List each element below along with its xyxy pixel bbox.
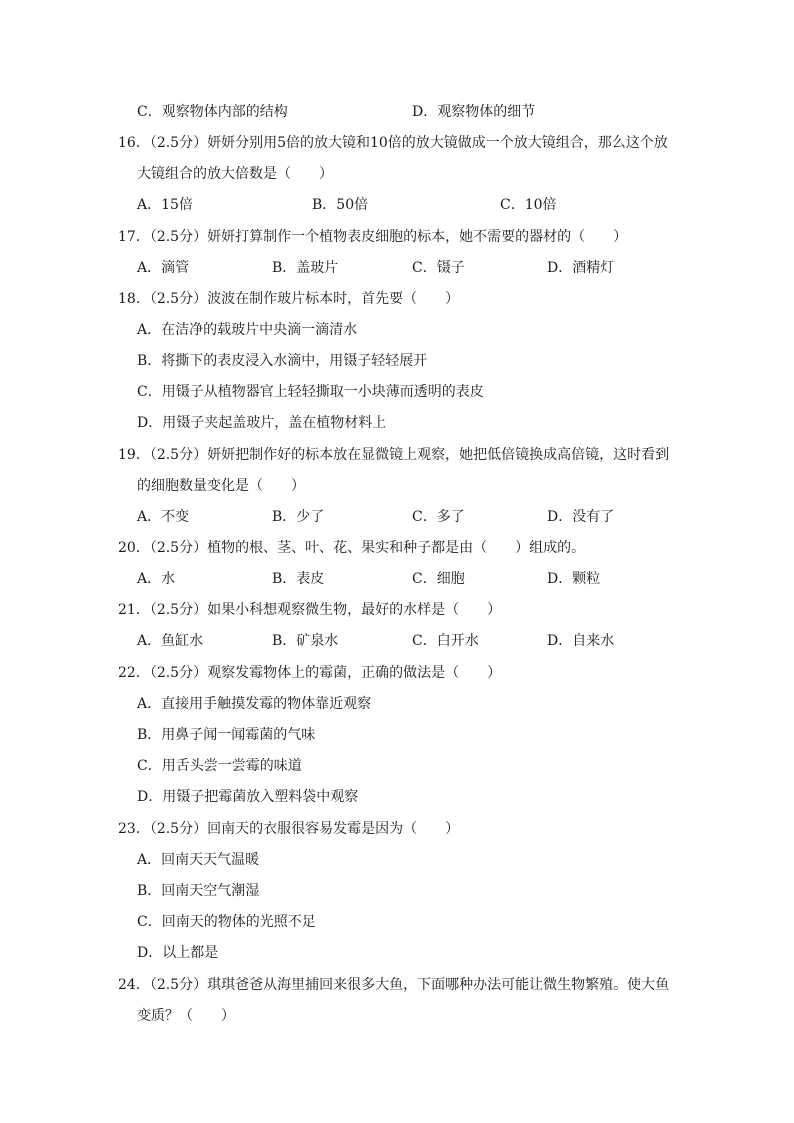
q17-option-a: A．滴管 — [137, 260, 190, 276]
q21-option-a: A．鱼缸水 — [137, 633, 204, 649]
q16-option-c: C．10倍 — [500, 197, 557, 213]
q16-stem-line2: 大镜组合的放大倍数是（ ） — [137, 166, 333, 182]
q23-option-c: C．回南天的物体的光照不足 — [137, 914, 316, 930]
q24-stem-line1: 24．（2.5分）琪琪爸爸从海里捕回来很多大鱼，下面哪种办法可能让微生物繁殖。使大鱼 — [118, 977, 670, 993]
q22-option-a: A．直接用手触摸发霉的物体靠近观察 — [137, 696, 372, 712]
q17-option-b: B．盖玻片 — [272, 260, 339, 276]
q16-stem-line1: 16．（2.5分）妍妍分别用5倍的放大镜和10倍的放大镜做成一个放大镜组合，那么这个放 — [118, 135, 668, 151]
q22-option-d: D．用镊子把霉菌放入塑料袋中观察 — [137, 789, 359, 805]
q24-stem-line2: 变质？（ ） — [137, 1008, 235, 1024]
q22-option-b: B．用鼻子闻一闻霉菌的气味 — [137, 727, 316, 743]
q17-stem: 17．（2.5分）妍妍打算制作一个植物表皮细胞的标本，她不需要的器材的（ ） — [118, 229, 628, 245]
q19-option-b: B．少了 — [272, 509, 325, 525]
q19-stem-line1: 19．（2.5分）妍妍把制作好的标本放在显微镜上观察，她把低倍镜换成高倍镜，这时看到 — [118, 447, 670, 463]
q18-option-c: C．用镊子从植物器官上轻轻撕取一小块薄而透明的表皮 — [137, 384, 484, 400]
q19-stem-line2: 的细胞数量变化是（ ） — [137, 478, 305, 494]
q20-option-c: C．细胞 — [412, 571, 465, 587]
q19-option-c: C．多了 — [412, 509, 465, 525]
q23-option-d: D．以上都是 — [137, 945, 219, 961]
q15-option-c: C．观察物体内部的结构 — [137, 104, 288, 120]
q20-option-a: A．水 — [137, 571, 176, 587]
q21-stem: 21．（2.5分）如果小科想观察微生物，最好的水样是（ ） — [118, 602, 502, 618]
q23-option-b: B．回南天空气潮湿 — [137, 883, 260, 899]
q15-option-d: D．观察物体的细节 — [412, 104, 536, 120]
q17-option-c: C．镊子 — [412, 260, 465, 276]
q20-option-d: D．颗粒 — [547, 571, 601, 587]
q18-option-a: A．在洁净的载玻片中央滴一滴清水 — [137, 322, 358, 338]
q18-option-b: B．将撕下的表皮浸入水滴中，用镊子轻轻展开 — [137, 353, 428, 369]
q19-option-a: A．不变 — [137, 509, 190, 525]
q18-stem: 18．（2.5分）波波在制作玻片标本时，首先要（ ） — [118, 291, 460, 307]
q22-stem: 22．（2.5分）观察发霉物体上的霉菌，正确的做法是（ ） — [118, 665, 502, 681]
q16-option-a: A．15倍 — [137, 197, 193, 213]
q23-option-a: A．回南天天气温暖 — [137, 852, 260, 868]
q18-option-d: D．用镊子夹起盖玻片，盖在植物材料上 — [137, 415, 387, 431]
q21-option-d: D．自来水 — [547, 633, 615, 649]
q16-option-b: B．50倍 — [312, 197, 369, 213]
q20-option-b: B．表皮 — [272, 571, 325, 587]
q17-option-d: D．酒精灯 — [547, 260, 615, 276]
q19-option-d: D．没有了 — [547, 509, 615, 525]
q21-option-b: B．矿泉水 — [272, 633, 339, 649]
q22-option-c: C．用舌头尝一尝霉的味道 — [137, 758, 302, 774]
q23-stem: 23．（2.5分）回南天的衣服很容易发霉是因为（ ） — [118, 821, 460, 837]
q21-option-c: C．白开水 — [412, 633, 479, 649]
q20-stem: 20．（2.5分）植物的根、茎、叶、花、果实和种子都是由（ ）组成的。 — [118, 540, 586, 556]
